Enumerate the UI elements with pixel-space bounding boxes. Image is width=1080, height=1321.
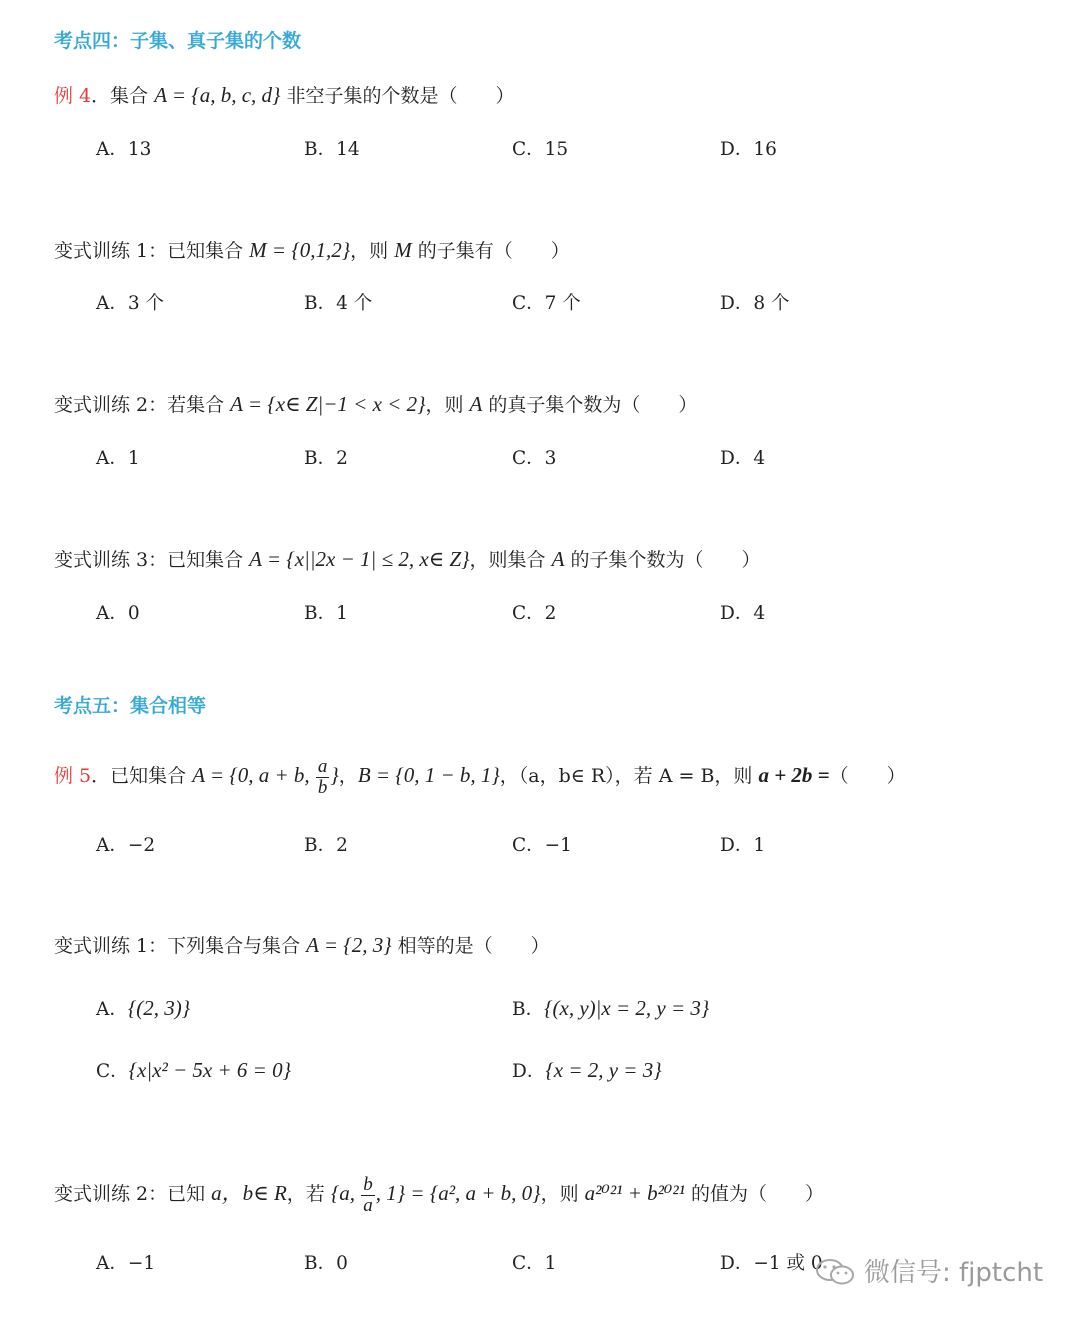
question-text: 的子集有（ ） — [411, 240, 570, 262]
math-expression: {a, — [330, 1181, 361, 1205]
math-expression: {x = 2, y = 3} — [545, 1058, 662, 1082]
math-expression: {(x, y)|x = 2, y = 3} — [544, 996, 710, 1020]
math-expression: A = {x∈ Z|−1 < x < 2} — [230, 392, 426, 416]
option-d: D．1 — [720, 835, 766, 856]
option-b: B．0 — [304, 1253, 348, 1274]
option-a — [96, 996, 190, 1022]
question-text: 变式训练 1：已知集合 — [54, 240, 250, 262]
math-expression: {x|x² − 5x + 6 = 0} — [128, 1058, 291, 1082]
math-expression: } — [330, 763, 339, 787]
question-text: 非空子集的个数是（ ） — [280, 85, 515, 107]
option-c: C．−1 — [512, 835, 572, 856]
question-text: ，则 — [425, 394, 470, 416]
option-c — [96, 1058, 291, 1084]
math-expression: A = {0, a + b, — [192, 763, 315, 787]
option-a: A．3 个 — [96, 293, 165, 314]
option-c: C．3 — [512, 448, 557, 469]
question-text: 变式训练 1：下列集合与集合 — [54, 935, 307, 957]
question-text: ，（a，b∈ R），若 A = B，则 — [499, 765, 759, 787]
fraction-denominator: a — [363, 1194, 373, 1216]
question-variant-4-3 — [54, 547, 760, 572]
question-text: ，则 — [540, 1183, 585, 1205]
math-expression: A = {a, b, c, d} — [154, 83, 281, 107]
option-c: C．15 — [512, 139, 569, 160]
fraction — [361, 1175, 375, 1216]
question-example-5 — [54, 752, 906, 799]
math-expression: M = {0,1,2} — [249, 238, 351, 262]
option-b — [512, 996, 709, 1022]
question-text: ．已知集合 — [91, 765, 193, 787]
option-d — [512, 1058, 662, 1084]
fraction-numerator: b — [363, 1173, 373, 1195]
option-d: D．−1 或 0 — [720, 1253, 823, 1274]
math-target: a + 2b = — [758, 763, 830, 787]
option-d: D．4 — [720, 603, 766, 624]
question-text: ．集合 — [91, 85, 155, 107]
question-variant-5-2 — [54, 1170, 824, 1217]
question-text: 变式训练 2：已知 — [54, 1183, 212, 1205]
question-label: 例 4 — [54, 85, 92, 107]
option-b: B．14 — [304, 139, 360, 160]
question-text: ，若 — [286, 1183, 331, 1205]
option-a: A．0 — [96, 603, 140, 624]
math-expression: a²⁰²¹ + b²⁰²¹ — [584, 1181, 685, 1205]
option-label: D． — [512, 1061, 546, 1082]
question-text: 相等的是（ ） — [391, 935, 550, 957]
question-variant-4-2 — [54, 392, 697, 417]
math-expression: , 1} = {a², a + b, 0} — [375, 1181, 541, 1205]
question-text: ，则集合 — [469, 549, 552, 571]
math-expression: {(2, 3)} — [127, 996, 191, 1020]
question-text: 变式训练 2：若集合 — [54, 394, 231, 416]
option-a: A．−2 — [96, 835, 156, 856]
question-text: 的值为（ ） — [684, 1183, 824, 1205]
question-text: 的真子集个数为（ ） — [482, 394, 698, 416]
fraction-denominator: b — [317, 776, 328, 798]
fraction — [316, 757, 330, 798]
math-expression: A = {2, 3} — [306, 933, 392, 957]
math-expression: B = {0, 1 − b, 1} — [357, 763, 500, 787]
option-b: B．2 — [304, 448, 348, 469]
section-title-4: 考点四：子集、真子集的个数 — [54, 30, 302, 52]
math-expression: a，b∈ R — [211, 1181, 287, 1205]
option-b: B．4 个 — [304, 293, 373, 314]
option-c: C．7 个 — [512, 293, 581, 314]
question-variant-4-1 — [54, 238, 570, 263]
watermark-text: 微信号: fjptcht — [864, 1258, 1044, 1288]
option-d: D．16 — [720, 139, 777, 160]
option-label: B． — [512, 999, 545, 1020]
option-a: A．13 — [96, 139, 152, 160]
option-b: B．2 — [304, 835, 348, 856]
option-c: C．1 — [512, 1253, 557, 1274]
question-text: 的子集个数为（ ） — [564, 549, 761, 571]
question-example-4 — [54, 83, 514, 108]
watermark — [814, 1252, 1043, 1289]
option-label: C． — [96, 1061, 129, 1082]
question-text: ，则 — [350, 240, 395, 262]
math-variable: A — [551, 547, 565, 571]
option-d: D．8 个 — [720, 293, 790, 314]
fraction-numerator: a — [317, 755, 328, 777]
option-label: A． — [96, 999, 128, 1020]
math-variable: M — [394, 238, 412, 262]
question-text: ， — [338, 765, 358, 787]
option-a: A．1 — [96, 448, 140, 469]
option-c: C．2 — [512, 603, 557, 624]
option-a: A．−1 — [96, 1253, 156, 1274]
question-text: （ ） — [829, 765, 906, 787]
option-b: B．1 — [304, 603, 348, 624]
math-expression: A = {x||2x − 1| ≤ 2, x∈ Z} — [249, 547, 470, 571]
question-text: 变式训练 3：已知集合 — [54, 549, 250, 571]
question-label: 例 5 — [54, 765, 92, 787]
option-d: D．4 — [720, 448, 766, 469]
question-variant-5-1 — [54, 933, 550, 958]
math-variable: A — [469, 392, 483, 416]
wechat-icon — [814, 1257, 858, 1287]
section-title-5: 考点五：集合相等 — [54, 695, 207, 717]
